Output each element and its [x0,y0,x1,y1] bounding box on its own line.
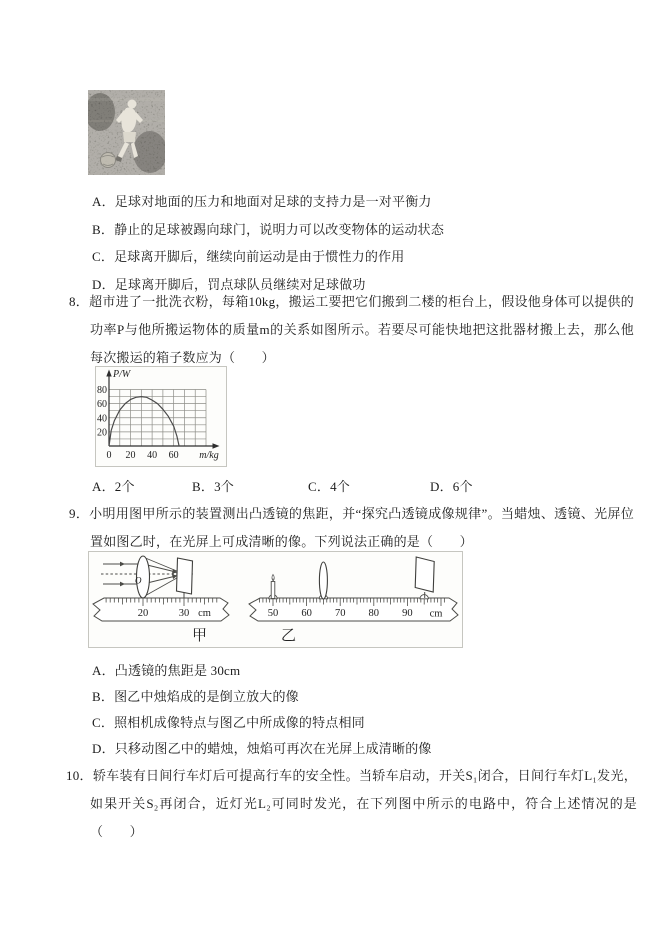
option-label: A． [92,663,115,678]
option-label: D． [430,479,453,494]
svg-text:60: 60 [97,399,107,411]
svg-text:cm: cm [198,608,211,619]
option-label: B． [192,479,215,494]
q9-option-a [92,660,240,679]
q9-text: 小明用图甲所示的装置测出凸透镜的焦距，并“探究凸透镜成像规律”。当蜡烛、透镜、光屏位置如图乙时，在光屏上可成清晰的像。下列说法正确的是（ ） [89,506,634,549]
optics-figure-svg [89,552,462,647]
q10-text: 轿车装有日间行车灯后可提高行车的安全性。当轿车启动，开关S₁闭合，日间行车灯L₁发光，如果开关S₂再闭合，近灯光L₂可同时发光，在下列图中所示的电路中，符合上述情况的是（ ） [90,768,637,839]
svg-text:m/kg: m/kg [199,450,219,461]
option-text: 足球对地面的压力和地面对足球的支持力是一对平衡力 [114,194,432,209]
option-text: 照相机成像特点与图乙中所成像的特点相同 [114,715,365,730]
svg-text:40: 40 [97,413,107,425]
pm-chart-svg [96,367,226,466]
svg-text:O: O [135,575,142,586]
option-text: 2个 [114,479,135,494]
q9-option-c [92,712,365,731]
svg-text:90: 90 [402,608,413,619]
q8-option-c [308,476,350,495]
option-label: B． [92,222,115,237]
q8-number: 8． [69,294,90,309]
q8-option-a [92,476,135,495]
svg-text:20: 20 [125,450,136,461]
option-text: 6个 [452,479,473,494]
q7-option-b [92,219,444,238]
soccer-player-photo-art [88,90,165,175]
option-label: A． [92,194,115,209]
option-text: 静止的足球被踢向球门，说明力可以改变物体的运动状态 [114,222,445,237]
q9-number: 9． [69,506,90,521]
q8-text: 超市进了一批洗衣粉，每箱10kg，搬运工要把它们搬到二楼的柜台上，假设他身体可以提供的功率P与他所搬运物体的质量m的关系如图所示。若要尽可能快地把这批器材搬上去，那么他每次搬运的箱子数应为（ ） [89,294,634,365]
option-label: A． [92,479,115,494]
q7-option-a [92,191,432,210]
svg-text:60: 60 [301,608,312,619]
svg-text:30: 30 [178,608,190,619]
figure-jia-label: 甲 [192,628,208,644]
option-label: C． [308,479,331,494]
q8-option-d [430,476,473,495]
q9-optics-figure [88,551,463,648]
option-label: C． [92,249,115,264]
q10-number: 10． [66,768,93,783]
option-label: D． [92,741,115,756]
svg-text:40: 40 [147,450,158,461]
svg-text:80: 80 [368,608,380,619]
q9-option-b [92,686,299,705]
option-text: 图乙中烛焰成的是倒立放大的像 [114,689,299,704]
option-text: 只移动图乙中的蜡烛，烛焰可再次在光屏上成清晰的像 [114,741,432,756]
option-label: D． [92,277,115,292]
q9-option-d [92,738,432,757]
q9-stem [69,500,634,556]
svg-text:50: 50 [267,608,279,619]
svg-text:cm: cm [429,608,443,620]
option-label: B． [92,689,115,704]
svg-text:P/W: P/W [113,369,131,380]
q8-power-mass-graph [95,366,227,467]
q8-stem [69,288,634,372]
svg-text:60: 60 [168,450,179,461]
option-text: 3个 [214,479,234,494]
option-text: 足球离开脚后，继续向前运动是由于惯性力的作用 [114,249,405,264]
svg-text:80: 80 [97,385,107,396]
svg-text:70: 70 [334,608,346,619]
q7-option-c [92,246,404,265]
option-text: 4个 [330,479,350,494]
q10-stem [66,762,637,846]
option-text: 足球离开脚后，罚点球队员继续对足球做功 [114,277,366,292]
option-text: 凸透镜的焦距是 30cm [114,663,241,678]
option-label: C． [92,715,115,730]
svg-text:20: 20 [97,427,107,439]
svg-text:0: 0 [106,450,112,461]
q8-option-b [192,476,234,495]
svg-text:20: 20 [137,608,149,619]
figure-yi-label: 乙 [281,628,297,644]
soccer-player-photo [88,90,165,175]
